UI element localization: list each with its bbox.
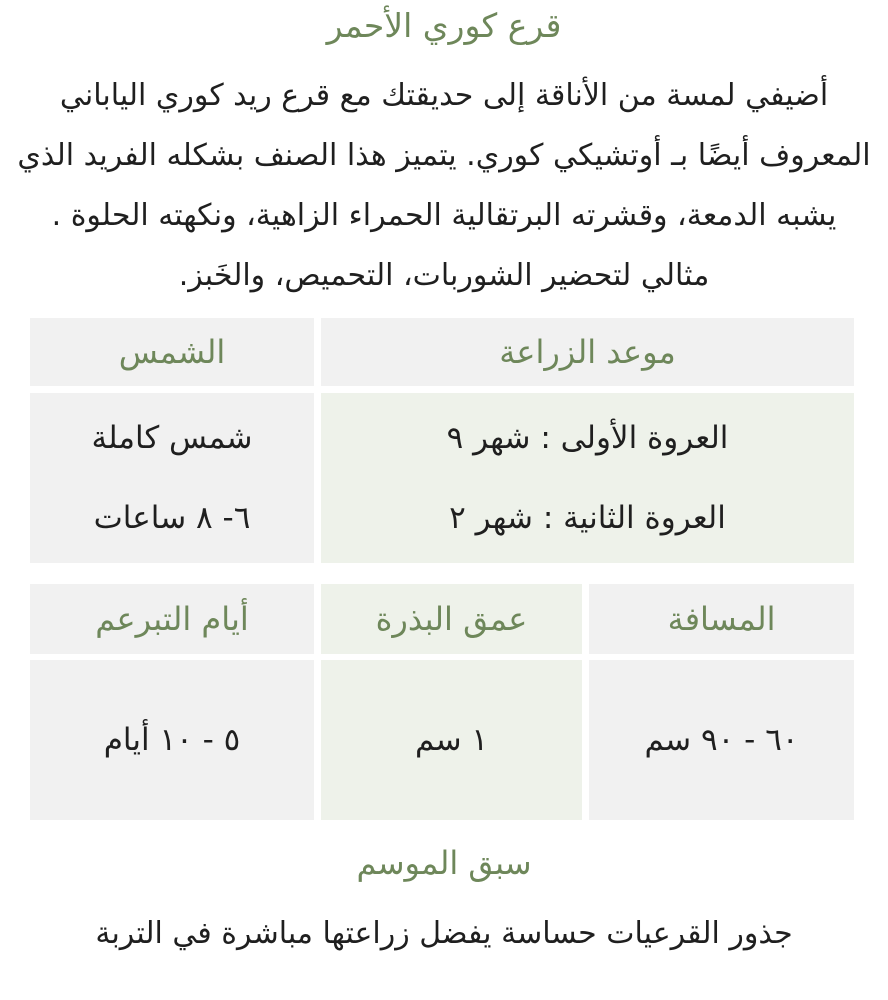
germination-cell — [30, 660, 314, 820]
product-description: أضيفي لمسة من الأناقة إلى حديقتك مع قرع ريد كوري الياباني المعروف أيضًا بـ أوتشيكي كوري. يتميز هذا الصنف بشكله الفريد الذي يشبه الدمعة، وقشرته البرتقالية الحمراء الزاهية، ونكهته الحلوة . مثالي لتحضير الشوربات، التحميص، والخَبز. — [17, 78, 871, 293]
sun-header-label: الشمس — [118, 333, 226, 371]
planting-time-cell — [321, 393, 854, 563]
germination-header — [30, 584, 314, 654]
early-season-title: سبق الموسم — [356, 844, 532, 882]
germination-header-label: أيام التبرعم — [95, 600, 249, 638]
planting-time-header — [321, 318, 854, 386]
second-season-text: العروة الثانية : شهر ٢ — [449, 500, 726, 536]
seed-depth-header-label: عمق البذرة — [375, 600, 528, 638]
first-season-text: العروة الأولى : شهر ٩ — [446, 420, 729, 456]
spacing-header-label: المسافة — [667, 600, 776, 638]
spacing-cell — [589, 660, 854, 820]
planting-time-header-label: موعد الزراعة — [499, 333, 676, 371]
sun-header — [30, 318, 314, 386]
sun-hours-text: ٦- ٨ ساعات — [93, 500, 251, 536]
early-season-text: جذور القرعيات حساسة يفضل زراعتها مباشرة في التربة — [95, 916, 793, 951]
seed-depth-cell — [321, 660, 582, 820]
spacing-header — [589, 584, 854, 654]
germination-value: ٥ - ١٠ أيام — [103, 722, 241, 758]
seed-depth-value: ١ سم — [414, 722, 489, 758]
seed-depth-header — [321, 584, 582, 654]
sun-cell — [30, 393, 314, 563]
sun-exposure-text: شمس كاملة — [91, 420, 253, 456]
spacing-value: ٦٠ - ٩٠ سم — [644, 722, 799, 758]
product-title: قرع كوري الأحمر — [326, 6, 562, 45]
